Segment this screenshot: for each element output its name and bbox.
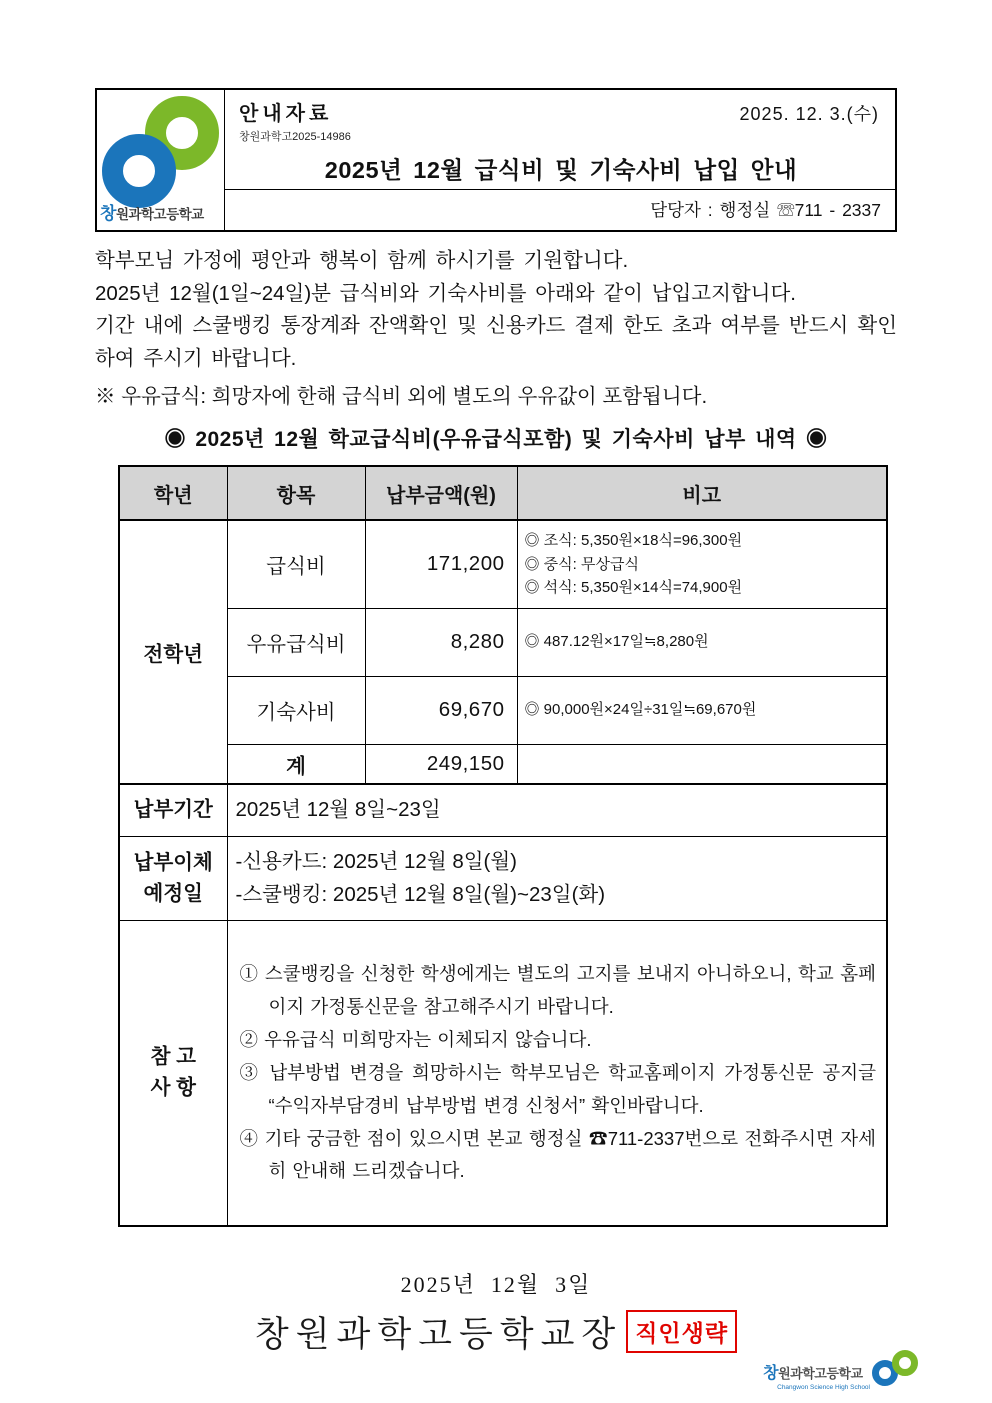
header-date: 2025. 12. 3.(수): [739, 104, 879, 124]
remarks-label: [119, 921, 227, 1226]
seal-omitted-stamp: 직인생략: [626, 1310, 737, 1353]
amount-dorm: 69,670: [365, 676, 517, 744]
table-row-remarks: [119, 921, 887, 1226]
remark-item-3: ③ 납부방법 변경을 희망하시는 학부모님은 학교홈페이지 가정통신문 공지글 “수익자부담경비 납부방법 변경 신청서” 확인바랍니다.: [239, 1061, 876, 1116]
period-label: 납부기간: [119, 784, 227, 836]
note-line: ◎ 조식: 5,350원×18식=96,300원: [524, 532, 743, 550]
body-text: [95, 245, 897, 375]
note-line: ◎ 90,000원×24일÷31일≒69,670원: [524, 701, 757, 719]
greeting-line: 학부모님 가정에 평안과 행복이 함께 하시기를 기원합니다.: [95, 249, 629, 272]
table-row-meal: [119, 520, 887, 608]
table-title: ◉ 2025년 12월 학교급식비(우유급식포함) 및 기숙사비 납부 내역 ◉: [164, 428, 828, 451]
transfer-label: [119, 836, 227, 921]
item-meal: 급식비: [227, 520, 365, 608]
footer-ring-green-icon: [892, 1350, 918, 1376]
note-line: ◎ 중식: 무상급식: [524, 555, 639, 573]
notes-dorm: [517, 676, 887, 744]
footer-school-logo: [763, 1350, 924, 1391]
period-value: 2025년 12월 8일~23일: [227, 784, 887, 836]
document-header: [95, 88, 897, 232]
table-row-period: [119, 784, 887, 836]
issue-date: 2025년 12월 3일: [400, 1271, 592, 1297]
remarks-label-line1: 참 고: [150, 1045, 196, 1069]
remarks-label-line2: 사 항: [150, 1076, 196, 1100]
transfer-label-line2: 예정일: [143, 881, 203, 905]
note-line: ◎ 석식: 5,350원×14식=74,900원: [524, 578, 743, 596]
header-grade: 학년: [119, 466, 227, 520]
item-milk: 우유급식비: [227, 608, 365, 676]
page-title: 2025년 12월 급식비 및 기숙사비 납입 안내: [324, 157, 798, 183]
doc-type-label: 안내자료: [239, 103, 333, 125]
amount-meal: 171,200: [365, 520, 517, 608]
notes-total: [517, 744, 887, 784]
header-item: 항목: [227, 466, 365, 520]
footer-logo-text-wrap: [763, 1360, 870, 1391]
header-right: [225, 90, 895, 230]
note-line: ◎ 487.12원×17일≒8,280원: [524, 633, 709, 651]
amount-total: 249,150: [365, 744, 517, 784]
school-logo-name: 창원과학고등학교: [100, 204, 204, 223]
table-row-dorm: [119, 676, 887, 744]
remark-item-4: ④ 기타 궁금한 점이 있으시면 본교 행정실 ☎711-2337번으로 전화주시면 자세히 안내해 드리겠습니다.: [239, 1127, 876, 1182]
remark-item-1: ① 스쿨뱅킹을 신청한 학생에게는 별도의 고지를 보내지 아니하오니, 학교 홈페이지 가정통신문을 참고해주시기 바랍니다.: [239, 962, 876, 1017]
transfer-value: [227, 836, 887, 921]
notes-meal: [517, 520, 887, 608]
transfer-line-card: -신용카드: 2025년 12월 8일(월): [235, 849, 517, 873]
notes-milk: [517, 608, 887, 676]
item-dorm: 기숙사비: [227, 676, 365, 744]
footer-logo-rings-icon: [872, 1350, 924, 1390]
principal-signature: 창원과학고등학교장: [254, 1314, 623, 1354]
header-top: [225, 90, 895, 189]
transfer-line-banking: -스쿨뱅킹: 2025년 12월 8일(월)~23일(화): [235, 882, 606, 906]
grade-cell: 전학년: [119, 520, 227, 784]
table-row-total: [119, 744, 887, 784]
milk-note-line: ※ 우유급식: 희망자에 한해 급식비 외에 별도의 우유값이 포함됩니다.: [95, 385, 708, 408]
footer-logo-subtext: Changwon Science High School: [777, 1384, 870, 1391]
doc-number: 창원과학고2025-14986: [239, 131, 351, 143]
header-note: 비고: [517, 466, 887, 520]
remark-item-2: ② 우유급식 미희망자는 이체되지 않습니다.: [239, 1028, 592, 1050]
billing-notice-line: 2025년 12월(1일~24일)분 급식비와 기숙사비를 아래와 같이 납입고지합니다.: [95, 281, 796, 305]
amount-milk: 8,280: [365, 608, 517, 676]
transfer-label-line1: 납부이체: [133, 850, 213, 874]
logo-ring-blue-icon: [102, 134, 176, 208]
school-logo: [97, 90, 225, 230]
contact-info: 담당자 : 행정실 ☏711 - 2337: [225, 189, 895, 230]
table-row-milk: [119, 608, 887, 676]
footer-logo-name: 창원과학고등학교: [763, 1365, 863, 1382]
payment-table: [118, 465, 888, 1227]
remarks-content: [227, 921, 887, 1226]
item-total: 계: [227, 744, 365, 784]
header-amount: 납부금액(원): [365, 466, 517, 520]
table-row-transfer: [119, 836, 887, 921]
table-header-row: [119, 466, 887, 520]
check-notice-line: 기간 내에 스쿨뱅킹 통장계좌 잔액확인 및 신용카드 결제 한도 초과 여부를 반드시 확인하여 주시기 바랍니다.: [95, 314, 897, 370]
